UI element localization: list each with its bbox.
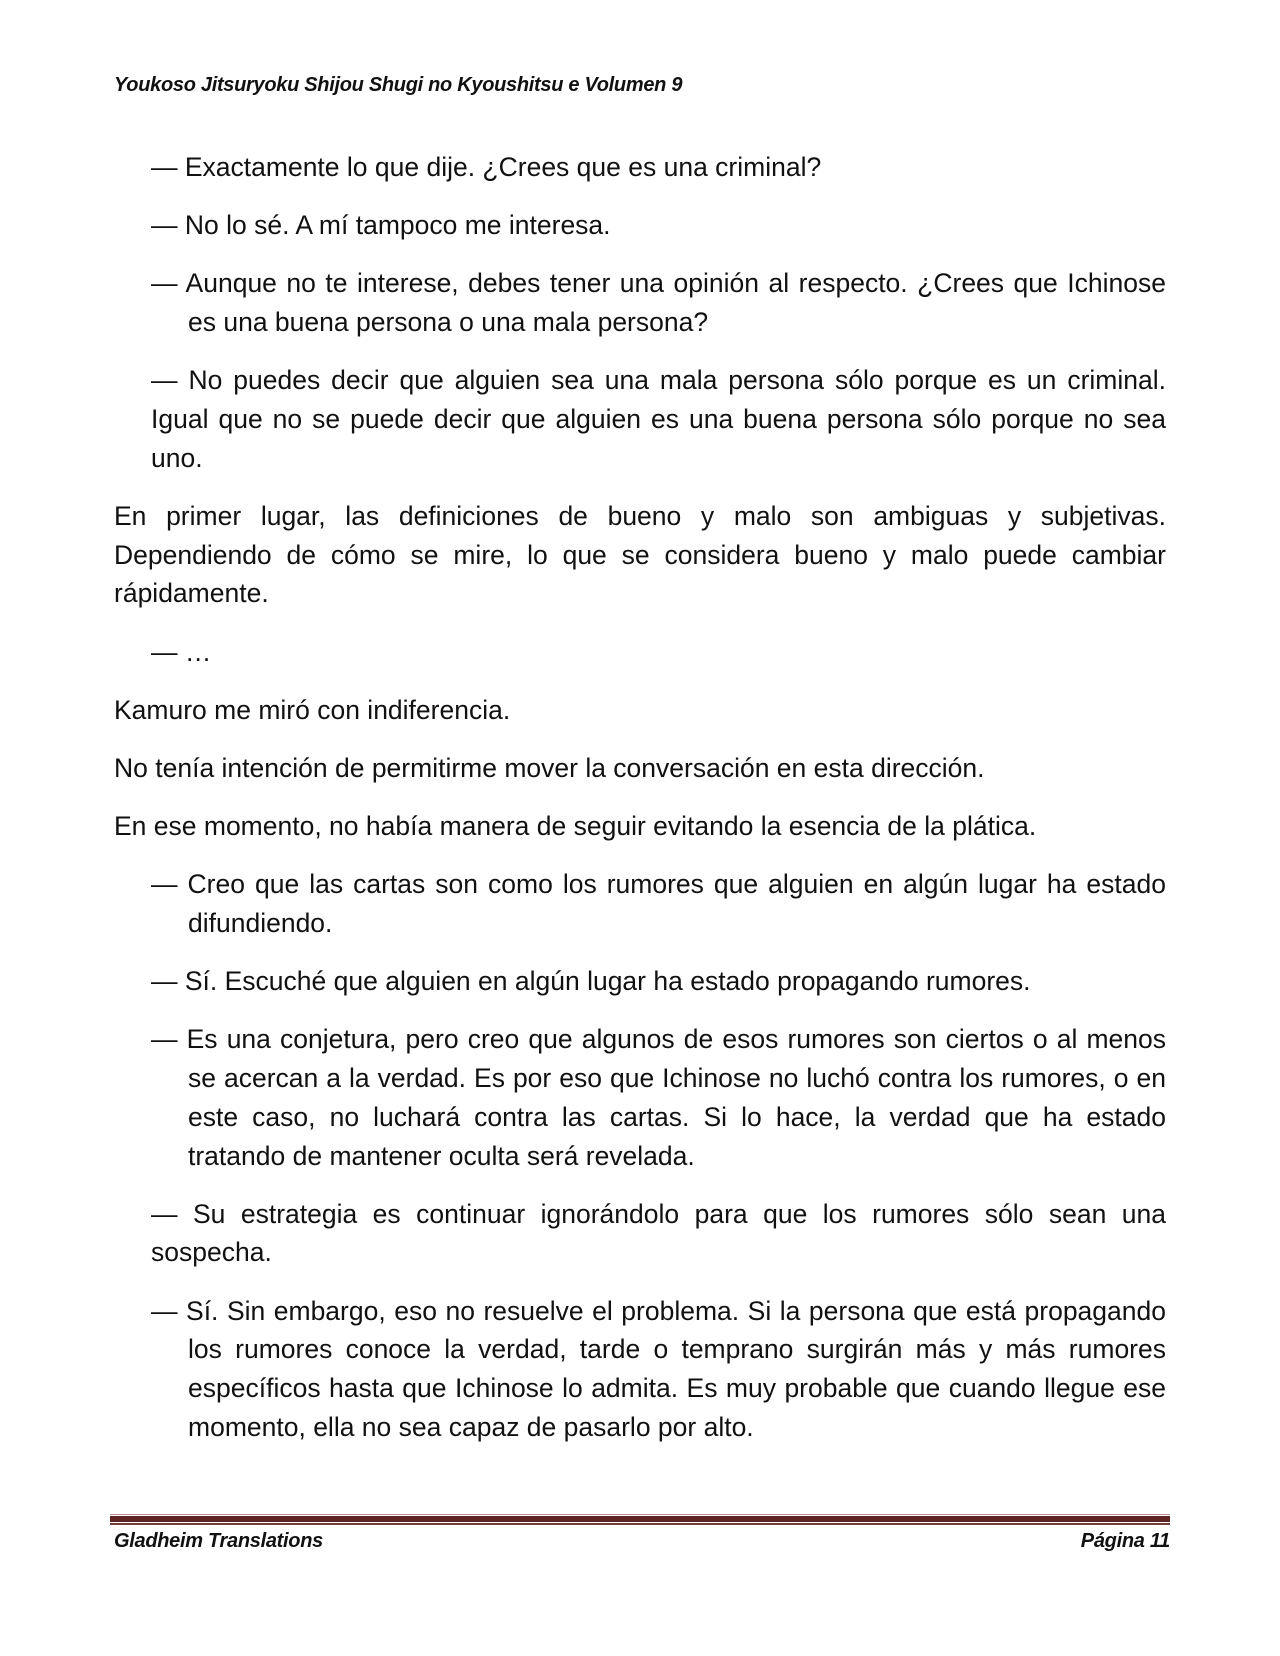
dialogue-line: — …	[151, 636, 212, 667]
dialogue-line: — Aunque no te interese, debes tener una opinión al respecto. ¿Crees que Ichinose es una buena persona o una mala persona?	[151, 268, 1166, 338]
page-number: Página 11	[1080, 1530, 1170, 1552]
footer-rule-thin-top	[110, 1514, 1170, 1515]
footer-rule-thick	[110, 1516, 1170, 1522]
narration-paragraph: En primer lugar, las definiciones de bueno y malo son ambiguas y subjetivas. Dependiendo de cómo se mire, lo que se considera bueno y malo puede cambiar rápidamente.	[114, 500, 1166, 609]
page-footer	[114, 1530, 1170, 1553]
narration-paragraph: No tenía intención de permitirme mover la conversación en esta dirección.	[114, 752, 985, 783]
dialogue-line: — Su estrategia es continuar ignorándolo para que los rumores sólo sean una sospecha.	[151, 1198, 1166, 1268]
footer-rule-thin-bottom	[110, 1523, 1170, 1525]
page-body	[114, 148, 1166, 1466]
dialogue-line: — Es una conjetura, pero creo que algunos de esos rumores son ciertos o al menos se acercan a la verdad. Es por eso que Ichinose no luchó contra los rumores, o en este caso, no luchará contra las cartas. Si lo hace, la verdad que ha estado tratando de mantener oculta será revelada.	[151, 1024, 1166, 1171]
footer-publisher: Gladheim Translations	[114, 1530, 323, 1552]
running-header: Youkoso Jitsuryoku Shijou Shugi no Kyoushitsu e Volumen 9	[114, 74, 683, 96]
dialogue-line: — Creo que las cartas son como los rumores que alguien en algún lugar ha estado difundiendo.	[151, 869, 1166, 939]
dialogue-line: — Sí. Escuché que alguien en algún lugar ha estado propagando rumores.	[151, 966, 1031, 997]
dialogue-line: — Sí. Sin embargo, eso no resuelve el problema. Si la persona que está propagando los rumores conoce la verdad, tarde o temprano surgirán más y más rumores específicos hasta que Ichinose lo admita. Es muy probable que cuando llegue ese momento, ella no sea capaz de pasarlo por alto.	[151, 1295, 1166, 1442]
dialogue-line: — No puedes decir que alguien sea una mala persona sólo porque es un criminal. Igual que no se puede decir que alguien es una buena persona sólo porque no sea uno.	[151, 365, 1166, 473]
dialogue-line: — Exactamente lo que dije. ¿Crees que es una criminal?	[151, 152, 822, 182]
narration-paragraph: En ese momento, no había manera de seguir evitando la esencia de la plática.	[114, 811, 1037, 842]
dialogue-line: — No lo sé. A mí tampoco me interesa.	[151, 210, 611, 241]
narration-paragraph: Kamuro me miró con indiferencia.	[114, 694, 511, 725]
